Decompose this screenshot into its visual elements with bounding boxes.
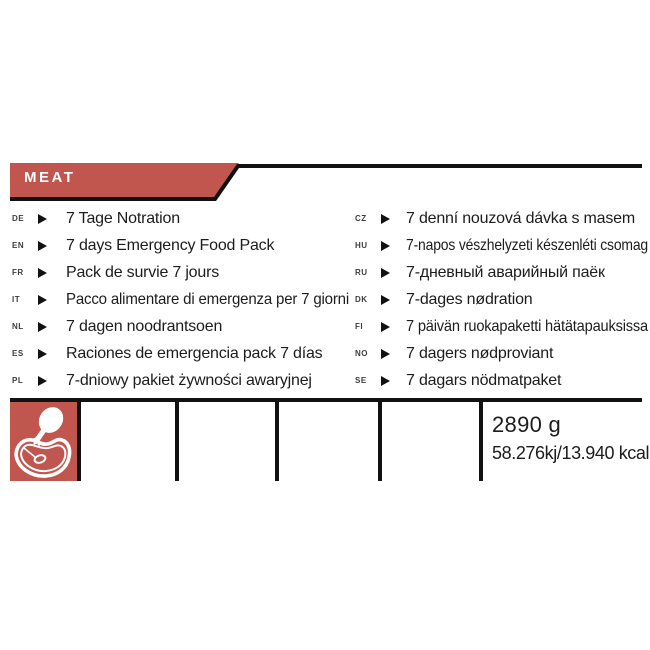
language-code: FR [12,268,24,277]
language-list-right [355,205,648,394]
language-text: 7-napos vészhelyzeti készenléti csomag [406,236,648,254]
language-row [12,313,352,340]
language-text: 7-dniowy pakiet żywności awaryjnej [66,371,312,389]
arrow-right-icon [38,214,56,224]
language-row [355,340,645,367]
language-row [355,286,645,313]
arrow-right-icon [381,295,399,305]
language-code: DE [12,214,25,223]
language-code: SE [355,376,367,385]
language-row [355,313,648,340]
language-text: 7 dagers nødproviant [406,344,554,362]
language-text: 7 denní nouzová dávka s masem [406,209,636,227]
language-code: HU [355,241,368,250]
language-text: 7 dagen noodrantsoen [66,317,223,335]
language-code: NL [12,322,24,331]
language-text: 7 dagars nödmatpaket [406,371,562,389]
language-text: 7 days Emergency Food Pack [66,236,275,254]
language-row [355,232,648,259]
arrow-right-icon [38,376,56,386]
energy-value: 58.276kj/13.940 kcal [492,443,650,464]
language-code: RU [355,268,368,277]
language-code: PL [12,376,24,385]
category-title: MEAT [24,169,76,186]
language-row [12,340,352,367]
language-code: IT [12,295,21,304]
language-row [355,367,645,394]
grid-divider [378,398,382,481]
language-text: Pack de survie 7 jours [66,263,220,281]
language-row [355,259,645,286]
category-tile [10,402,79,481]
language-text: Raciones de emergencia pack 7 días [66,344,323,362]
arrow-right-icon [38,349,56,359]
arrow-right-icon [381,376,399,386]
arrow-right-icon [381,322,399,332]
language-code: EN [12,241,25,250]
arrow-right-icon [38,295,56,305]
language-row [355,205,645,232]
language-code: FI [355,322,364,331]
divider-line [10,398,642,402]
language-text: 7 Tage Notration [66,209,180,227]
language-row [12,232,352,259]
language-text: Pacco alimentare di emergenza per 7 giorni [66,290,349,308]
grid-divider [275,398,279,481]
meat-steak-drumstick-icon [10,402,79,481]
category-banner [10,163,642,204]
language-row [12,259,352,286]
language-row [12,367,352,394]
language-code: ES [12,349,24,358]
banner-shape [10,163,642,204]
nutrition-info [492,413,649,464]
arrow-right-icon [38,268,56,278]
language-row [12,205,352,232]
language-row [12,286,352,313]
language-text: 7-dages nødration [406,290,533,308]
language-code: CZ [355,214,367,223]
grid-divider [479,398,483,481]
language-code: DK [355,295,368,304]
language-text: 7-дневный аварийный паёк [406,263,605,281]
arrow-right-icon [38,322,56,332]
language-code: NO [355,349,368,358]
total-weight: 2890 g [492,412,562,437]
arrow-right-icon [381,268,399,278]
grid-divider [175,398,179,481]
language-text: 7 päivän ruokapaketti hätätapauksissa [406,317,648,335]
arrow-right-icon [38,241,56,251]
language-list-left [12,205,352,394]
arrow-right-icon [381,214,399,224]
arrow-right-icon [381,349,399,359]
arrow-right-icon [381,241,399,251]
grid-divider [77,398,81,481]
